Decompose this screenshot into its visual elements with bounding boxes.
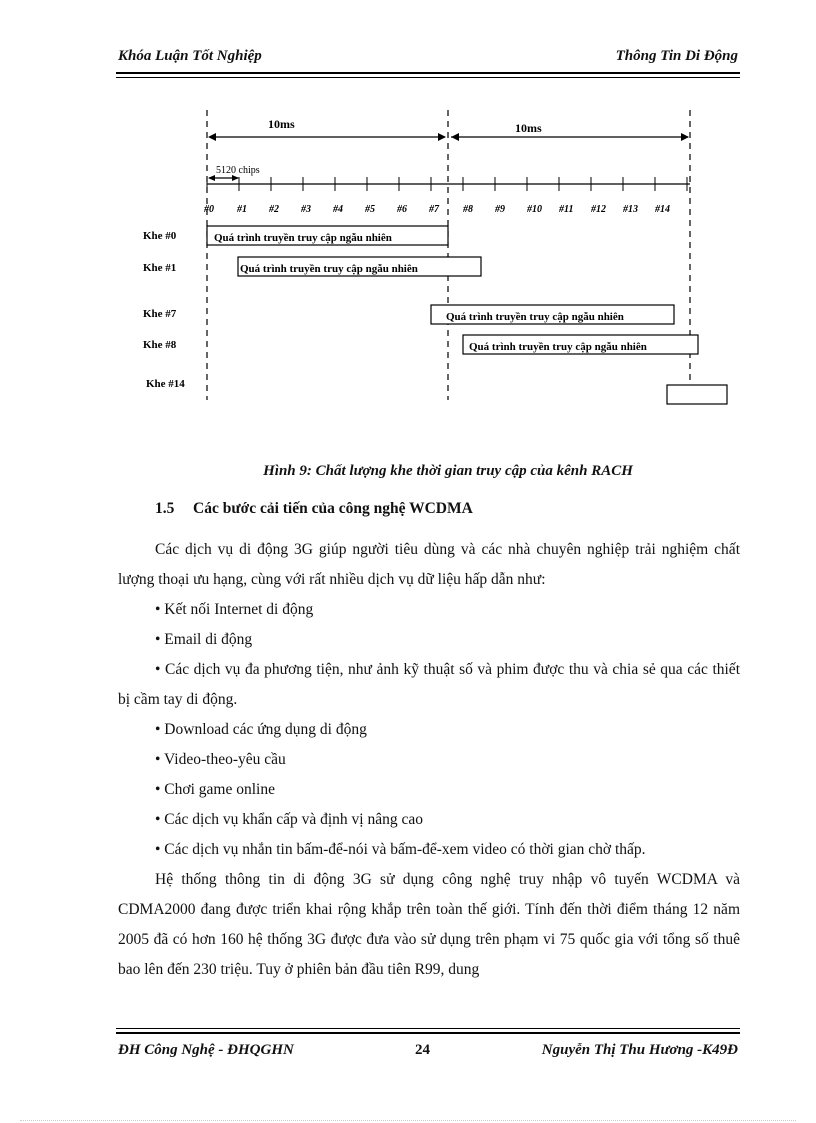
bullet-item [118, 655, 740, 715]
page-edge-dots [20, 1120, 796, 1121]
intro-paragraph: Các dịch vụ di động 3G giúp người tiêu dùng và các nhà chuyên nghiệp trải nghiệm chất lượng thoại ưu hạng, cùng với rất nhiều dịch vụ dữ liệu hấp dẫn như: [118, 541, 740, 588]
body-text [118, 535, 740, 985]
chip-label: 5120 chips [216, 165, 260, 176]
section-heading [155, 500, 473, 518]
bullet-item-text: • Các dịch vụ đa phương tiện, như ảnh kỹ thuật số và phim được thu và chia sẻ qua các thiết bị cầm tay di động. [118, 661, 740, 708]
slot-bar-text: Quá trình truyền truy cập ngẫu nhiên [214, 232, 392, 244]
header-rule-thin [116, 77, 740, 78]
tick-label: #3 [301, 204, 311, 215]
arrow-head [681, 133, 689, 141]
tick-label: #12 [591, 204, 606, 215]
slot-label: Khe #14 [146, 378, 185, 390]
slot-bar-text: Quá trình truyền truy cập ngẫu nhiên [240, 263, 418, 275]
bullet-item: • Các dịch vụ nhắn tin bấm-để-nói và bấm-để-xem video có thời gian chờ thấp. [155, 841, 646, 858]
slot-bar-text: Quá trình truyền truy cập ngẫu nhiên [446, 311, 624, 323]
footer-left: ĐH Công Nghệ - ĐHQGHN [118, 1042, 294, 1058]
section-number: 1.5 [155, 500, 175, 517]
header-right: Thông Tin Di Động [615, 48, 738, 64]
tick-label: #2 [269, 204, 279, 215]
footer-rule-thick [116, 1032, 740, 1034]
span-label-right: 10ms [515, 121, 542, 135]
page-number: 24 [415, 1042, 430, 1058]
tick-label: #1 [237, 204, 247, 215]
slot-label: Khe #1 [143, 262, 177, 274]
bullet-item: • Download các ứng dụng di động [155, 721, 367, 738]
tick-label: #11 [559, 204, 574, 215]
bullet-item: • Chơi game online [155, 781, 275, 798]
figure-caption: Hình 9: Chất lượng khe thời gian truy cập của kênh RACH [263, 463, 633, 479]
arrow-head [208, 175, 215, 181]
slot-label: Khe #8 [143, 339, 177, 351]
tick-label: #7 [429, 204, 439, 215]
tick-label: #10 [527, 204, 542, 215]
span-label-left: 10ms [268, 117, 295, 131]
paragraph-3g: Hệ thống thông tin di động 3G sử dụng công nghệ truy nhập vô tuyến WCDMA và CDMA2000 đang được triển khai rộng khắp trên toàn thế giới. Tính đến thời điểm tháng 12 năm 2005 đã có hơn 160 hệ thống 3G được đưa vào sử dụng trên phạm vi 75 quốc gia với tổng số thuê bao lên đến 230 triệu. Tuy ở phiên bản đầu tiên R99, dung [118, 871, 740, 978]
header-left: Khóa Luận Tốt Nghiệp [118, 48, 262, 64]
slot-label: Khe #7 [143, 308, 177, 320]
slot-bar-text: Quá trình truyền truy cập ngẫu nhiên [469, 341, 647, 353]
rach-timing-diagram [0, 100, 816, 420]
tick-label: #9 [495, 204, 505, 215]
tick-label: #4 [333, 204, 343, 215]
arrow-head [438, 133, 446, 141]
tick-label: #5 [365, 204, 375, 215]
tick-label: #6 [397, 204, 407, 215]
tick-label: #14 [655, 204, 670, 215]
arrow-head [208, 133, 216, 141]
slot-label: Khe #0 [143, 230, 177, 242]
bullet-item: • Kết nối Internet di động [155, 601, 314, 618]
bullet-item: • Email di động [155, 631, 253, 648]
footer-rule-thin [116, 1028, 740, 1029]
slot-bar-14 [667, 385, 727, 404]
arrow-head [451, 133, 459, 141]
bullet-item: • Video-theo-yêu cầu [155, 751, 286, 768]
footer-right: Nguyễn Thị Thu Hương -K49Đ [541, 1042, 738, 1058]
tick-label: #8 [463, 204, 473, 215]
tick-label: #13 [623, 204, 638, 215]
section-title: Các bước cải tiến của công nghệ WCDMA [193, 500, 473, 517]
header-rule-thick [116, 72, 740, 74]
bullet-item: • Các dịch vụ khẩn cấp và định vị nâng cao [155, 811, 423, 828]
tick-label: #0 [204, 204, 214, 215]
